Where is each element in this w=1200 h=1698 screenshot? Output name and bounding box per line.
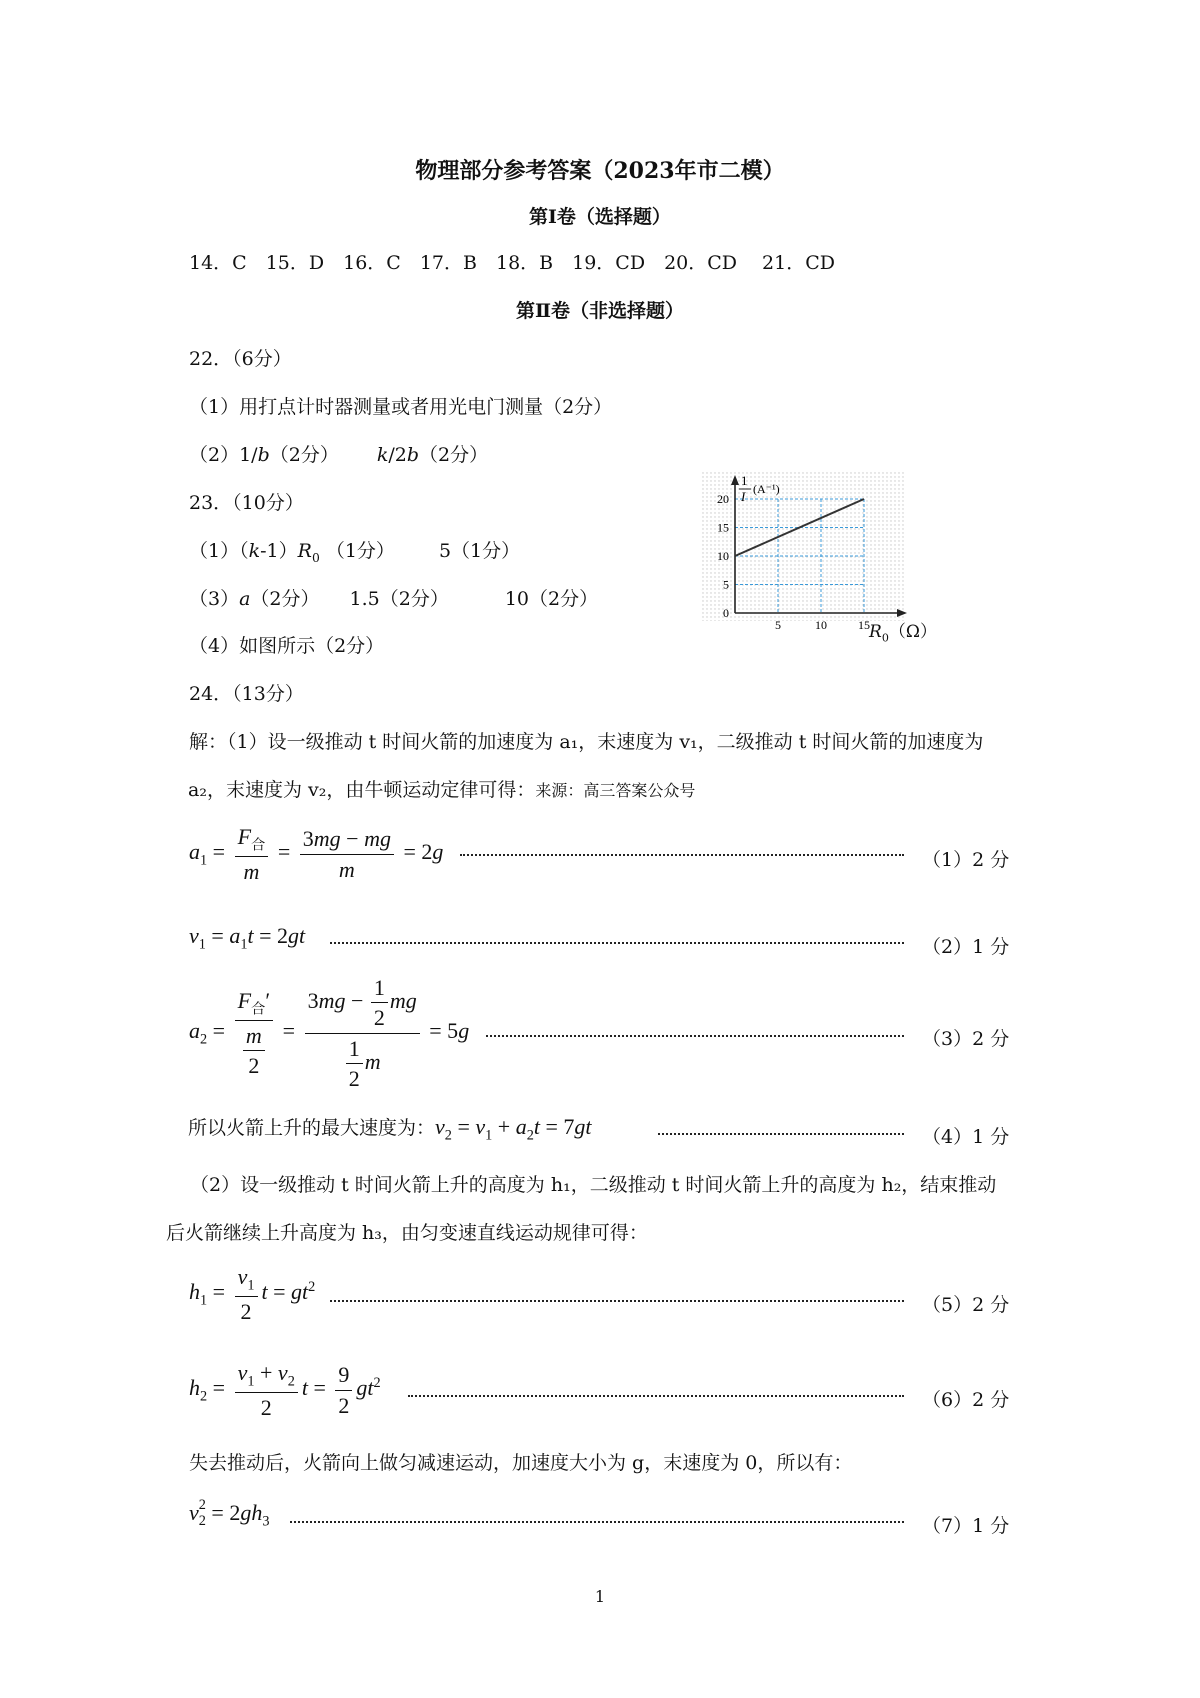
ylabel-denominator: I [741,489,746,504]
leader-dots-4 [658,1133,904,1135]
score-4: （4）1 分 [922,1126,1010,1148]
source-note: 来源：高三答案公众号 [535,781,696,800]
leader-dots-3 [486,1035,904,1037]
q22-part2: （2）1/b（2分） k/2b（2分） [189,444,489,466]
y-tick-label: 20 [717,492,729,506]
leader-dots-5 [330,1300,904,1302]
equation-5: $h_1$ = $\frac{v_1}{2}$ $t = gt^2$ [189,1264,316,1324]
y-tick-label: 0 [723,606,729,620]
equation-1: $a_1$ = $\frac{F_合}{m}$ = $\frac{3mg - mg}{m}$ = 2g [189,824,444,884]
ylabel-numerator: 1 [741,473,748,488]
x-tick-label: 5 [775,618,781,632]
score-5: （5）2 分 [922,1294,1010,1316]
score-1: （1）2 分 [922,849,1010,871]
page-title: 物理部分参考答案（2023年市二模） [415,158,785,184]
graph-background [701,471,906,621]
score-6: （6）2 分 [922,1389,1010,1411]
score-3: （3）2 分 [922,1028,1010,1050]
q24-part2-line2: 后火箭继续上升高度为 h₃，由匀变速直线运动规律可得： [166,1222,648,1244]
q24-part2-line1: （2）设一级推动 t 时间火箭上升的高度为 h₁，二级推动 t 时间火箭上升的高度为 h₂，结束推动 [190,1174,997,1196]
q23-part3: （3）a（2分） 1.5（2分） 10（2分） [189,588,599,610]
y-tick-label: 15 [717,520,729,535]
ylabel-unit: (A⁻¹) [753,482,780,496]
leader-dots-1 [460,854,904,856]
equation-3: $a_2$ = $\frac{F_合'}{\frac{m}{2}}$ = 3mg − $\frac{1}{2}$ mg $\frac{1}{2}$ m = 5g [189,975,470,1091]
equation-7: v $_{2 2} = 2gh_3$ [189,1497,270,1530]
q24-heading: 24．（13分） [189,683,304,705]
equation-6: $h_2$ = $\frac{v_1 + v_2}{2}$ t = $\frac{9}{2}$ $gt^2$ [189,1360,381,1420]
page-number: 1 [594,1587,606,1606]
score-2: （2）1 分 [922,936,1010,958]
equation-4: $v_2 = v_1 + a_2t = 7gt$ [435,1114,592,1144]
q23-heading: 23．（10分） [189,492,304,514]
score-7: （7）1 分 [922,1515,1010,1537]
x-tick-label: 10 [815,618,827,632]
graph-svg [701,471,921,639]
y-tick-label: 10 [717,549,729,563]
q24-after-text: 失去推动后，火箭向上做匀减速运动，加速度大小为 g，末速度为 0，所以有： [189,1452,853,1474]
section-heading-1: 第Ⅰ卷（选择题） [529,206,671,228]
q22-heading: 22．（6分） [189,348,292,370]
q23-part1: $(1)(k-1)R_0$ （1分） 5（1分） [189,540,521,565]
q24-intro-line1: 解：（1）设一级推动 t 时间火箭的加速度为 a₁，末速度为 v₁，二级推动 t 时间火箭的加速度为 [189,731,984,753]
x-tick-label: 15 [858,618,870,632]
leader-dots-2 [330,942,904,944]
x-axis-label: $R_0(\Omega)$ [869,622,937,645]
q23-part4: （4）如图所示（2分） [189,635,385,657]
q23-graph [701,471,937,645]
q22-part1: （1）用打点计时器测量或者用光电门测量（2分） [189,396,613,418]
leader-dots-6 [408,1395,904,1397]
max-speed-line: 所以火箭上升的最大速度为：$v_2 = v_1 + a_2t = 7gt$ [188,1114,592,1144]
y-tick-label: 5 [723,577,729,592]
leader-dots-7 [290,1521,904,1523]
mc-answers: 14．C 15．D 16．C 17．B 18．B 19．CD 20．CD 21．CD [189,252,836,274]
section-heading-2: 第Ⅱ卷（非选择题） [515,300,684,322]
equation-2: $v_1 = a_1t = 2gt$ [189,923,306,953]
q24-intro-line2: a₂，末速度为 v₂，由牛顿运动定律可得：来源：高三答案公众号 [188,779,696,801]
